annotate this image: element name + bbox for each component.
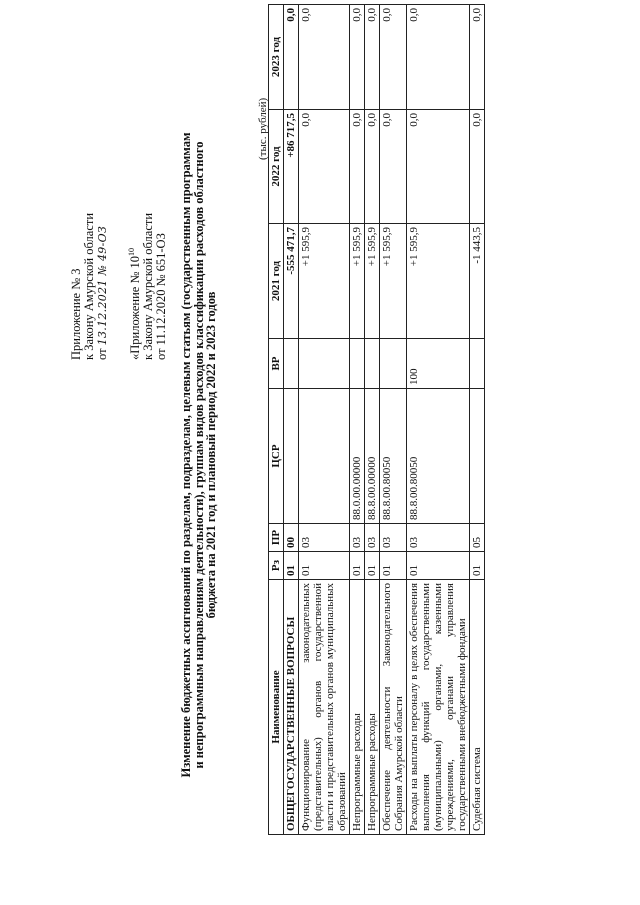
- appendix-old-block: [125, 110, 168, 360]
- cell-2022: 0,0: [350, 110, 365, 224]
- title-line: и непрограммным направлениям деятельности), группам видов расходов классификации расходов областного: [191, 141, 206, 769]
- cell-2022: 0,0: [380, 110, 407, 224]
- cell-2022: 0,0: [470, 110, 485, 224]
- cell-pr: 03: [350, 524, 365, 552]
- cell-2021: +1 595,9: [365, 224, 380, 339]
- cell-2022: 0,0: [299, 110, 350, 224]
- cell-vr: 100: [407, 339, 470, 389]
- appendix-old-date: от 11.12.2020 № 651-ОЗ: [154, 233, 169, 360]
- header-2021: 2021 год: [269, 224, 284, 339]
- cell-vr: [299, 339, 350, 389]
- cell-name: ОБЩЕГОСУДАРСТВЕННЫЕ ВОПРОСЫ: [284, 580, 299, 835]
- appendix-date-prefix: от: [95, 348, 109, 360]
- cell-2022: +86 717,5: [284, 110, 299, 224]
- header-2023: 2023 год: [269, 5, 284, 110]
- cell-csr: [470, 389, 485, 524]
- cell-csr: 88.8.00.80050: [407, 389, 470, 524]
- cell-vr: [380, 339, 407, 389]
- table-row: [407, 5, 470, 835]
- appendix-old-law: к Закону Амурской области: [141, 212, 156, 360]
- cell-csr: 88.0.00.00000: [350, 389, 365, 524]
- header-vr: ВР: [269, 339, 284, 389]
- table-row: [470, 5, 485, 835]
- cell-2021: -555 471,7: [284, 224, 299, 339]
- cell-rz: 01: [365, 552, 380, 580]
- cell-2023: 0,0: [350, 5, 365, 110]
- cell-rz: 01: [470, 552, 485, 580]
- cell-2023: 0,0: [299, 5, 350, 110]
- cell-2021: +1 595,9: [350, 224, 365, 339]
- cell-pr: 03: [299, 524, 350, 552]
- cell-2021: +1 595,9: [299, 224, 350, 339]
- table-body: [284, 5, 485, 835]
- document-title: [180, 55, 218, 855]
- units-label: (тыс. рублей): [257, 97, 269, 160]
- title-line: бюджета на 2021 год и плановый период 2022 и 2023 годов: [204, 291, 218, 619]
- cell-pr: 05: [470, 524, 485, 552]
- cell-rz: 01: [284, 552, 299, 580]
- table-row: [284, 5, 299, 835]
- cell-pr: 03: [380, 524, 407, 552]
- table-row: [299, 5, 350, 835]
- cell-pr: 00: [284, 524, 299, 552]
- appendix-number: Приложение № 3: [69, 268, 83, 360]
- table-row: [365, 5, 380, 835]
- appendix-old-number: [125, 110, 142, 360]
- cell-csr: 88.8.00.80050: [380, 389, 407, 524]
- cell-vr: [365, 339, 380, 389]
- header-csr: ЦСР: [269, 389, 284, 524]
- appendix-date: [96, 110, 109, 360]
- cell-2023: 0,0: [407, 5, 470, 110]
- cell-rz: 01: [299, 552, 350, 580]
- cell-2023: 0,0: [284, 5, 299, 110]
- cell-2023: 0,0: [365, 5, 380, 110]
- cell-2023: 0,0: [380, 5, 407, 110]
- handwritten-date-number: 13.12.2021 № 49-ОЗ: [96, 225, 109, 346]
- header-pr: ПР: [269, 524, 284, 552]
- cell-name: Расходы на выплаты персоналу в целях обеспечения выполнения функций государственными (муниципальными) органами, казенными учреждениями, органами управления государственными внебюджетными фондами: [407, 580, 470, 835]
- header-2022: 2022 год: [269, 110, 284, 224]
- cell-vr: [284, 339, 299, 389]
- cell-name: Судебная система: [470, 580, 485, 835]
- cell-name: Обеспечение деятельности Законодательного Собрания Амурской области: [380, 580, 407, 835]
- cell-name: Непрограммные расходы: [350, 580, 365, 835]
- cell-pr: 03: [365, 524, 380, 552]
- table-row: [380, 5, 407, 835]
- title-line: Изменение бюджетных ассигнований по разделам, подразделам, целевым статьям (государственным программам: [179, 132, 193, 778]
- cell-2021: +1 595,9: [407, 224, 470, 339]
- cell-2022: 0,0: [365, 110, 380, 224]
- cell-name: Непрограммные расходы: [365, 580, 380, 835]
- appendix-old-number-sup: 10: [127, 247, 136, 256]
- appendix-law: к Закону Амурской области: [82, 212, 96, 360]
- cell-csr: [284, 389, 299, 524]
- table-header-row: [269, 5, 284, 835]
- cell-name: Функционирование законодательных (представительных) органов государственной власти и представительных органов муниципальных образований: [299, 580, 350, 835]
- cell-csr: 88.8.00.00000: [365, 389, 380, 524]
- cell-2021: -1 443,5: [470, 224, 485, 339]
- cell-2021: +1 595,9: [380, 224, 407, 339]
- appendix-old-number-text: «Приложение № 10: [128, 255, 143, 360]
- cell-rz: 01: [350, 552, 365, 580]
- cell-vr: [350, 339, 365, 389]
- header-name: Наименование: [269, 580, 284, 835]
- cell-2023: 0,0: [470, 5, 485, 110]
- cell-rz: 01: [380, 552, 407, 580]
- cell-csr: [299, 389, 350, 524]
- cell-2022: 0,0: [407, 110, 470, 224]
- cell-pr: 03: [407, 524, 470, 552]
- cell-rz: 01: [407, 552, 470, 580]
- appendix-block: [70, 110, 109, 360]
- table-row: [350, 5, 365, 835]
- header-rz: Рз: [269, 552, 284, 580]
- budget-table: [268, 4, 485, 835]
- cell-vr: [470, 339, 485, 389]
